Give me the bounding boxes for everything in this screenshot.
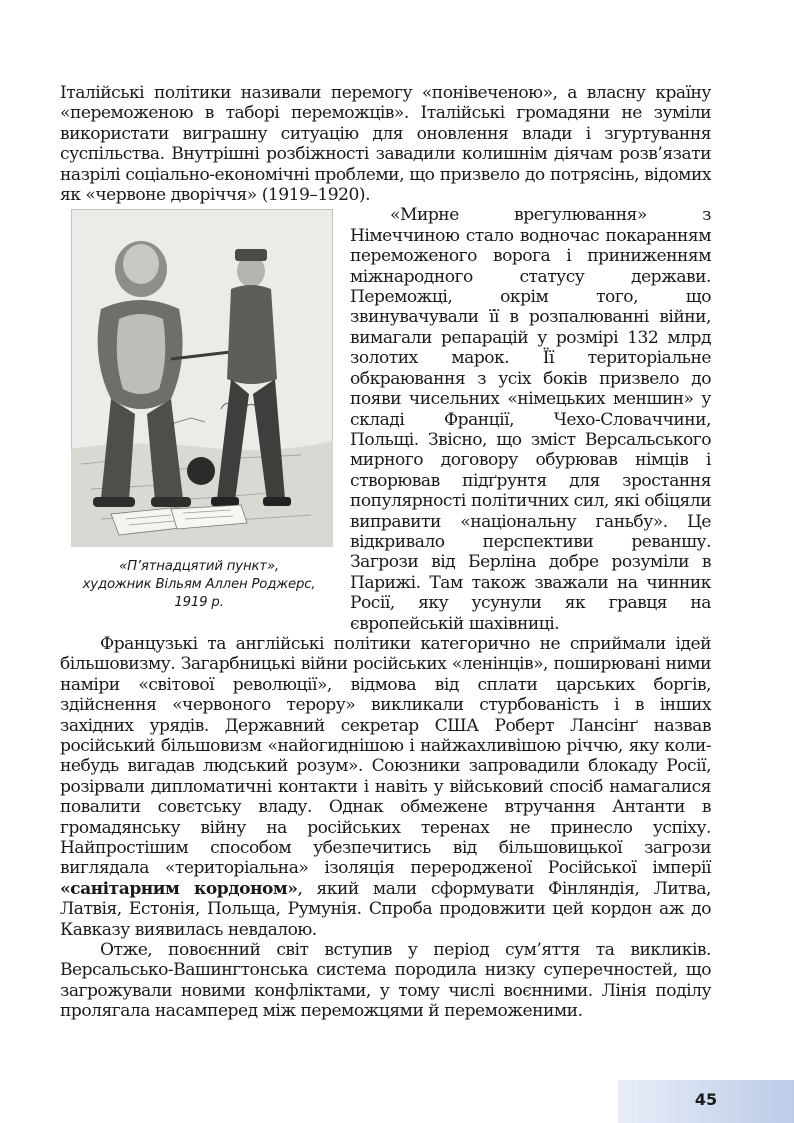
bolshevism-text-a: Французькі та англійські політики категорично не сприймали ідей більшовизму. Загарбницькі війни російських «ленінців», поширювані ними наміри «світової революції», відмова від сплати царських боргів, здійснення «червоного терору» викликали стурбованість і в інших західних урядів. Державний секретар США Роберт Лансінґ назвав російський більшовизм «найогиднішою і найжахливішою річчю, яку коли-небудь вигадав людський розум». Союзники запровадили блокаду Росії, розірвали дипломатичні контакти і навіть у військовий спосіб намагалися повалити совєтську владу. Однак обмежене втручання Антанти в громадянську війну на російських теренах не принесло успіху. Найпростішим способом убезпечитись від більшовицької загрози виглядала «територіальна» ізоляція переродженої Російської імперії: [60, 633, 711, 879]
bolshevism-text-b: , який мали сформувати Фінляндія, Литва, Латвія, Естонія, Польща, Румунія. Спроба продовжити цей кордон аж до Кавказу виявилась невдалою.: [60, 878, 711, 940]
page-body: [60, 83, 711, 1022]
page-number: 45: [694, 1090, 718, 1109]
sanitary-cordon-term: «санітарним кордоном»: [60, 878, 298, 899]
caption-author: художник Вільям Аллен Роджерс,: [82, 577, 316, 593]
paragraph-germany: «Мирне врегулювання» з Німеччиною стало водночас покаранням переможеного ворога і приниженням міжнародного статусу держави. Переможці, окрім того, що звинувачували її в розпалюванні війни, вимагали репарацій у розмірі 132 млрд золотих марок. Її територіальне обкраювання з усіх боків призвело до появи чисельних «німецьких меншин» у складі Франції, Чехо-Словаччини, Польщі. Звісно, що зміст Версальського мирного договору обурював німців і створював підґрунтя для зростання популярності політичних сил, які обіцяли виправити «національну ганьбу». Це відкривало перспективи реваншу. Загрози від Берліна добре розуміли в Парижі. Там також зважали на чинник Росії, яку усунули як гравця на європейській шахівниці.: [350, 205, 711, 634]
caption-year: 1919 р.: [174, 595, 224, 611]
figure-caption: [60, 558, 338, 612]
paragraph-italy: Італійські політики називали перемогу «понівеченою», а власну країну «переможеною в таборі переможців». Італійські громадяни не зуміли використати виграшну ситуацію для оновлення влади і згуртування суспільства. Внутрішні розбіжності завадили колишнім діячам розв’язати назрілі соціально-економічні проблеми, що призвело до потрясінь, відомих як «червоне дворіччя» (1919–1920).: [60, 83, 711, 206]
cartoon-illustration: [71, 209, 333, 547]
paragraph-conclusion: Отже, повоєнний світ вступив у період сум’яття та викликів. Версальсько-Вашингтонська система породила низку суперечностей, що загрожували новими конфліктами, у тому числі воєнними. Лінія поділу пролягала насамперед між переможцями й переможеними.: [60, 940, 711, 1022]
figure-cartoon: [60, 209, 338, 612]
caption-title: «П’ятнадцятий пункт»,: [119, 559, 279, 575]
paragraph-bolshevism: [60, 634, 711, 940]
page-footer-bar: [618, 1080, 794, 1123]
